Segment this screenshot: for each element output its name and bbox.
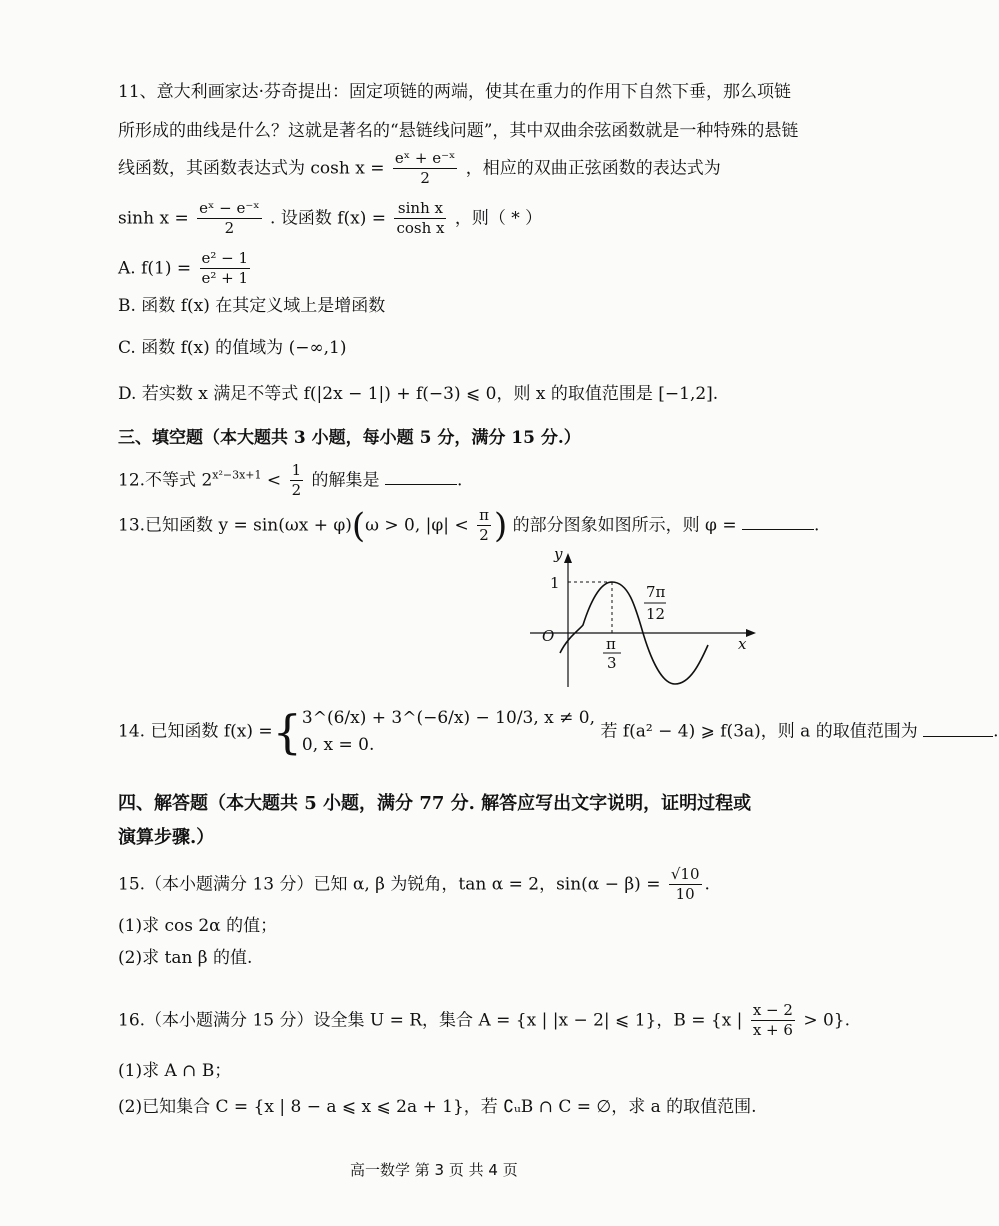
sinh-denominator: 2 xyxy=(224,219,235,238)
q14-pre: 14. 已知函数 f(x) = xyxy=(118,721,273,742)
y-axis-label: y xyxy=(554,545,563,563)
origin-label: O xyxy=(542,627,555,645)
q12-exponent: x²−3x+1 xyxy=(212,468,262,482)
q16-fraction xyxy=(751,1002,795,1040)
q16-part1: (1)求 A ∩ B； xyxy=(118,1061,232,1081)
q15-fraction xyxy=(669,866,702,904)
q11-line3-pre: 线函数，其函数表达式为 cosh x = xyxy=(118,158,385,179)
q15-denominator: 10 xyxy=(675,885,695,904)
cosh-denominator: 2 xyxy=(420,169,430,188)
cosh-numerator: eˣ + e⁻ˣ xyxy=(393,150,458,169)
q11-line2: 所形成的曲线是什么？这就是著名的“悬链线问题”，其中双曲余弦函数就是一种特殊的悬链 xyxy=(118,121,799,141)
q15 xyxy=(118,866,710,904)
section4-title-line1: 四、解答题（本大题共 5 小题，满分 77 分. 解答应写出文字说明，证明过程或 xyxy=(118,793,752,814)
option-a-pre: A. f(1) = xyxy=(118,258,192,279)
f-fraction xyxy=(394,200,446,238)
q13-right-paren: ) xyxy=(493,505,508,546)
q13-end: . xyxy=(814,515,820,536)
option-a-numerator: e² − 1 xyxy=(200,250,251,269)
peak-label-numerator: 7π xyxy=(646,583,666,601)
q14-brace: { xyxy=(272,704,302,759)
q12-denominator: 2 xyxy=(291,481,302,500)
q12 xyxy=(118,462,462,500)
tick-pi-numerator: π xyxy=(606,635,616,653)
q11-line4 xyxy=(118,200,542,238)
q16 xyxy=(118,1002,850,1040)
sinh-numerator: eˣ − e⁻ˣ xyxy=(197,200,262,219)
q11-line3 xyxy=(118,150,721,188)
q11-line3-post: ，相应的双曲正弦函数的表达式为 xyxy=(465,158,721,179)
q14-case2: 0, x = 0. xyxy=(301,735,375,756)
q14-end: . xyxy=(993,721,999,742)
q11-option-d: D. 若实数 x 满足不等式 f(|2x − 1|) + f(−3) ⩽ 0，则 x 的取值范围是 [−1,2]. xyxy=(118,384,719,404)
sinh-fraction xyxy=(197,200,262,238)
tick-pi-denominator: 3 xyxy=(607,654,617,672)
q13-cond: ω > 0, |φ| < xyxy=(365,515,469,536)
q14-case1: 3^(6/x) + 3^(−6/x) − 10/3, x ≠ 0, xyxy=(301,708,596,728)
q13-pre: 13.已知函数 y = sin(ωx + φ) xyxy=(118,515,352,536)
q11-option-b: B. 函数 f(x) 在其定义域上是增函数 xyxy=(118,296,386,316)
peak-label-denominator: 12 xyxy=(646,605,666,623)
q14 xyxy=(118,705,999,759)
q12-mid: < xyxy=(261,470,282,491)
q14-post: 若 f(a² − 4) ⩾ f(3a)，则 a 的取值范围为 xyxy=(600,721,918,742)
page-footer: 高一数学 第 3 页 共 4 页 xyxy=(350,1161,518,1179)
q13 xyxy=(118,507,819,545)
option-a-denominator: e² + 1 xyxy=(201,269,249,288)
q13-left-paren: ( xyxy=(351,505,366,546)
q13-fraction xyxy=(477,507,491,545)
q16-pre: 16.（本小题满分 15 分）设全集 U = R，集合 A = {x | |x − 2| ⩽ 1}，B = xyxy=(118,1010,706,1031)
sine-graph xyxy=(520,545,760,695)
q16-denominator: x + 6 xyxy=(752,1021,793,1040)
q12-numerator: 1 xyxy=(290,462,304,481)
q16-set-pre: {x | xyxy=(710,1010,743,1031)
q15-numerator: √10 xyxy=(669,866,702,885)
option-a-fraction xyxy=(200,250,251,288)
q15-part2: (2)求 tan β 的值. xyxy=(118,948,253,968)
q12-post: 的解集是 xyxy=(311,470,380,491)
q15-part1: (1)求 cos 2α 的值； xyxy=(118,916,278,936)
q16-numerator: x − 2 xyxy=(751,1002,795,1021)
q16-part2: (2)已知集合 C = {x | 8 − a ⩽ x ⩽ 2a + 1}，若 ∁ᵤB ∩ C = ∅，求 a 的取值范围. xyxy=(118,1097,757,1117)
f-denominator: cosh x xyxy=(396,219,445,238)
q15-end: . xyxy=(704,874,710,895)
q12-fraction xyxy=(290,462,304,500)
q14-answer-blank xyxy=(923,736,993,737)
q12-end: . xyxy=(456,470,463,491)
x-axis-arrow xyxy=(746,629,756,637)
x-axis-label: x xyxy=(738,635,747,653)
q12-answer-blank xyxy=(385,484,457,485)
q11-option-c: C. 函数 f(x) 的值域为 (−∞,1) xyxy=(118,338,347,358)
q11-option-a xyxy=(118,250,253,288)
q13-denominator: 2 xyxy=(479,526,489,545)
sinh-mid: . 设函数 f(x) = xyxy=(270,208,387,229)
q11-line1: 11、意大利画家达·芬奇提出：固定项链的两端，使其在重力的作用下自然下垂，那么项链 xyxy=(118,82,792,102)
q13-answer-blank xyxy=(742,529,814,530)
q16-set-post: > 0}. xyxy=(803,1010,851,1031)
section3-title: 三、填空题（本大题共 3 小题，每小题 5 分，满分 15 分.） xyxy=(118,428,581,448)
f-numerator: sinh x xyxy=(394,200,446,219)
sinh-pre: sinh x = xyxy=(118,208,189,229)
q12-pre: 12.不等式 2 xyxy=(118,470,213,491)
sinh-post: ，则（ * ） xyxy=(454,208,543,229)
q15-pre: 15.（本小题满分 13 分）已知 α, β 为锐角，tan α = 2，sin(α − β) = xyxy=(118,874,661,895)
y-tick-one: 1 xyxy=(550,574,560,592)
q13-numerator: π xyxy=(477,507,491,526)
cosh-fraction xyxy=(393,150,458,188)
section4-title-line2: 演算步骤.） xyxy=(118,827,215,848)
y-axis-arrow xyxy=(564,553,572,563)
q14-cases xyxy=(302,705,595,759)
q13-post: 的部分图象如图所示，则 φ = xyxy=(512,515,737,536)
